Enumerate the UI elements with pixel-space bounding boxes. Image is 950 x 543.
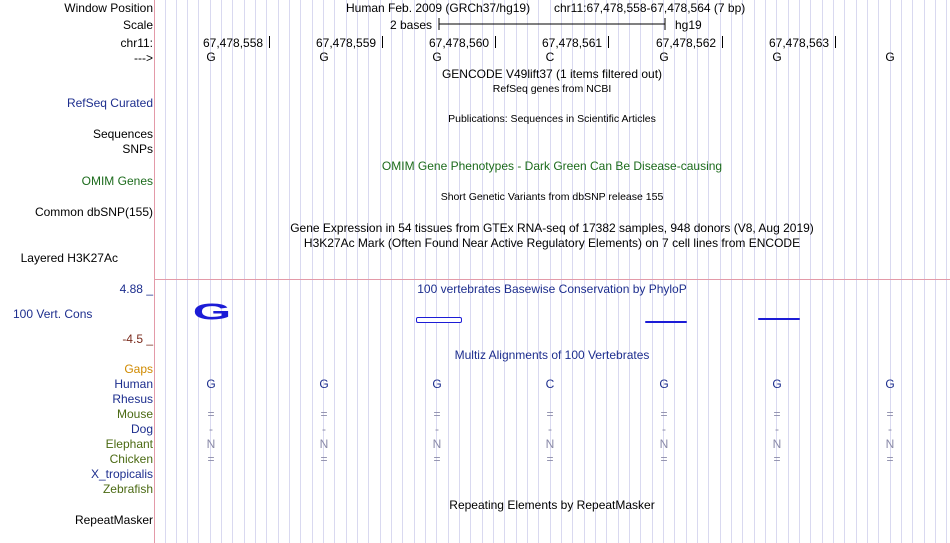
- conservation-track-title[interactable]: 100 vertebrates Basewise Conservation by PhyloP: [417, 282, 687, 296]
- alignment-base: =: [660, 407, 668, 421]
- window-position-label: Window Position: [64, 1, 153, 15]
- alignment-base: =: [207, 407, 215, 421]
- ruler-coordinate: 67,478,558: [203, 36, 264, 50]
- alignment-base: N: [319, 437, 329, 451]
- ruler-coordinate: 67,478,563: [769, 36, 830, 50]
- conservation-label[interactable]: 100 Vert. Cons: [13, 307, 93, 321]
- alignment-base: -: [662, 422, 666, 436]
- omim-label[interactable]: OMIM Genes: [81, 174, 153, 188]
- alignment-base: C: [545, 377, 555, 391]
- ruler-tick: [835, 36, 836, 48]
- species-label[interactable]: Mouse: [116, 407, 153, 421]
- species-label[interactable]: Human: [114, 377, 153, 391]
- species-label[interactable]: Chicken: [109, 452, 153, 466]
- alignment-base: G: [772, 377, 782, 391]
- gaps-label[interactable]: Gaps: [124, 362, 153, 376]
- alignment-base: -: [548, 422, 552, 436]
- scale-label: Scale: [122, 18, 153, 32]
- ruler-coordinate: 67,478,560: [429, 36, 490, 50]
- alignment-base: N: [772, 437, 782, 451]
- repeatmasker-track-title[interactable]: Repeating Elements by RepeatMasker: [449, 498, 655, 512]
- conservation-logo-small-3: [758, 318, 800, 320]
- alignment-base: =: [773, 407, 781, 421]
- ruler-tick: [722, 36, 723, 48]
- ruler-base: G: [772, 50, 782, 64]
- alignment-base: -: [888, 422, 892, 436]
- alignment-base: N: [206, 437, 216, 451]
- alignment-base: G: [206, 377, 216, 391]
- alignment-base: N: [885, 437, 895, 451]
- publications-track-title[interactable]: Publications: Sequences in Scientific Articles: [448, 113, 656, 125]
- alignment-base: =: [660, 452, 668, 466]
- ruler-base: G: [659, 50, 669, 64]
- alignment-base: -: [322, 422, 326, 436]
- ruler-base: G: [432, 50, 442, 64]
- ruler-tick: [269, 36, 270, 48]
- alignment-base: G: [432, 377, 442, 391]
- alignment-base: N: [432, 437, 442, 451]
- ruler-tick: [608, 36, 609, 48]
- alignment-base: =: [546, 452, 554, 466]
- ruler-base: G: [319, 50, 329, 64]
- ruler-base: G: [885, 50, 895, 64]
- alignment-base: N: [659, 437, 669, 451]
- alignment-base: G: [319, 377, 329, 391]
- refseq-track-title[interactable]: RefSeq genes from NCBI: [492, 83, 612, 95]
- alignment-base: =: [433, 407, 441, 421]
- h3k27ac-track-title[interactable]: H3K27Ac Mark (Often Found Near Active Regulatory Elements) on 7 cell lines from ENCODE: [303, 236, 801, 250]
- gtex-track-title[interactable]: Gene Expression in 54 tissues from GTEx RNA-seq of 17382 samples, 948 donors (V8, Aug 2019): [290, 221, 814, 235]
- alignment-base: -: [435, 422, 439, 436]
- ruler-coordinate: 67,478,559: [316, 36, 377, 50]
- scale-text: 2 bases: [390, 18, 433, 32]
- strand-label: --->: [134, 51, 153, 65]
- h3k27ac-label[interactable]: Layered H3K27Ac: [20, 251, 118, 265]
- alignment-base: =: [546, 407, 554, 421]
- species-label[interactable]: Dog: [130, 422, 153, 436]
- alignment-base: =: [433, 452, 441, 466]
- ruler-coordinate: 67,478,561: [542, 36, 603, 50]
- assembly-name: Human Feb. 2009 (GRCh37/hg19): [346, 1, 531, 15]
- dbsnp-label[interactable]: Common dbSNP(155): [34, 205, 153, 219]
- ruler-coordinate: 67,478,562: [656, 36, 717, 50]
- repeatmasker-label[interactable]: RepeatMasker: [74, 513, 153, 527]
- alignment-base: G: [885, 377, 895, 391]
- cons-axis-top: 4.88 _: [119, 282, 153, 296]
- refseq-label[interactable]: RefSeq Curated: [66, 96, 153, 110]
- species-label[interactable]: Rhesus: [112, 392, 153, 406]
- species-label[interactable]: Zebrafish: [102, 482, 153, 496]
- scale-bar: [438, 16, 668, 32]
- position-text: chr11:67,478,558-67,478,564 (7 bp): [554, 1, 746, 15]
- omim-track-title[interactable]: OMIM Gene Phenotypes - Dark Green Can Be Disease-causing: [381, 159, 723, 173]
- gencode-track-title[interactable]: GENCODE V49lift37 (1 items filtered out): [441, 67, 663, 81]
- ruler-tick: [382, 36, 383, 48]
- alignment-base: =: [207, 452, 215, 466]
- cons-axis-bottom: -4.5 _: [122, 332, 153, 346]
- multiz-track-title[interactable]: Multiz Alignments of 100 Vertebrates: [454, 348, 650, 362]
- alignment-base: =: [320, 452, 328, 466]
- species-label[interactable]: Elephant: [105, 437, 153, 451]
- alignment-base: G: [659, 377, 669, 391]
- alignment-base: -: [209, 422, 213, 436]
- ruler-tick: [495, 36, 496, 48]
- conservation-logo-small-1: [416, 317, 462, 323]
- conservation-logo-small-2: [645, 321, 687, 323]
- ruler-base: C: [545, 50, 555, 64]
- alignment-base: =: [886, 407, 894, 421]
- ruler-base: G: [206, 50, 216, 64]
- sequences-label[interactable]: Sequences: [92, 127, 153, 141]
- dbsnp-track-title[interactable]: Short Genetic Variants from dbSNP release 155: [440, 191, 664, 203]
- chrom-label: chr11:: [120, 36, 153, 50]
- conservation-logo-g: [186, 298, 238, 324]
- logo-letter: G: [192, 299, 232, 324]
- alignment-base: =: [320, 407, 328, 421]
- alignment-base: -: [775, 422, 779, 436]
- alignment-base: N: [545, 437, 555, 451]
- alignment-base: =: [773, 452, 781, 466]
- species-label[interactable]: X_tropicalis: [90, 467, 153, 481]
- snps-label[interactable]: SNPs: [122, 142, 153, 156]
- db-name: hg19: [675, 18, 702, 32]
- alignment-base: =: [886, 452, 894, 466]
